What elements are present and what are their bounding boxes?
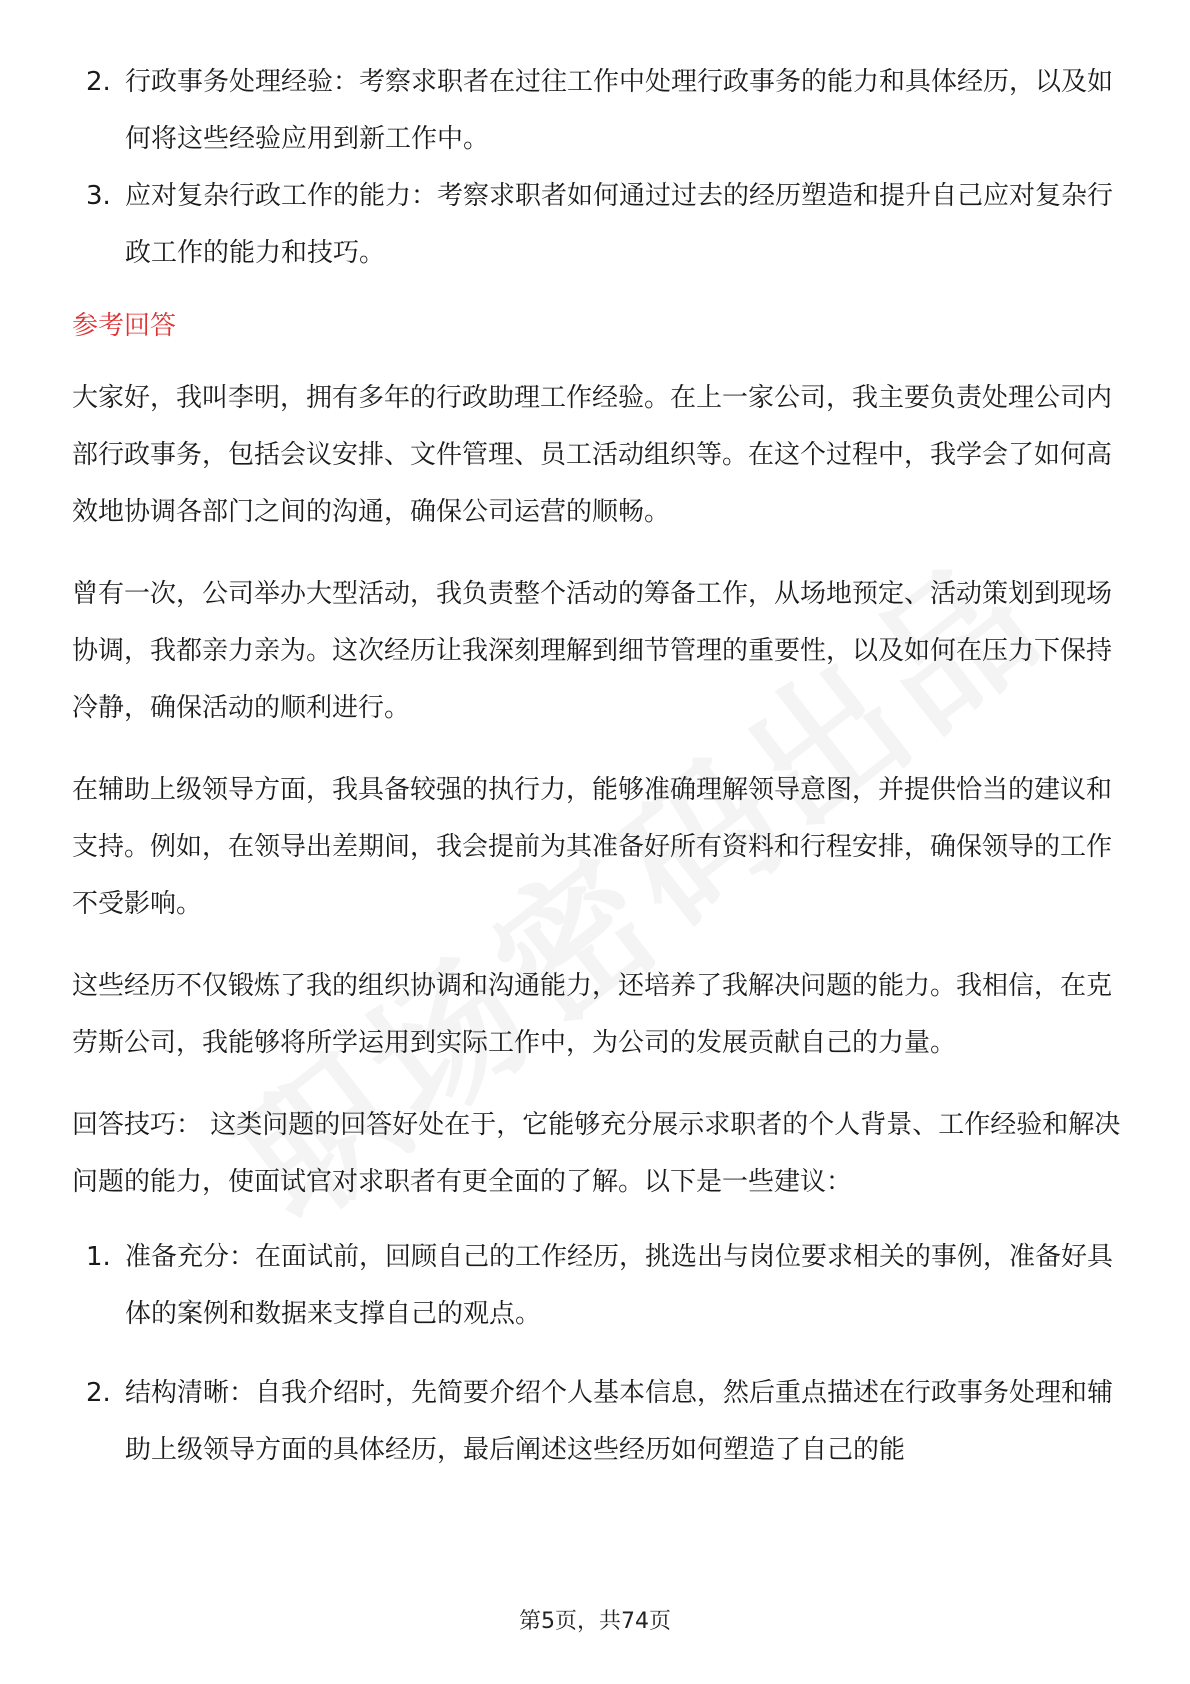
criteria-list bbox=[72, 54, 1122, 282]
paragraph: 回答技巧： 这类问题的回答好处在于，它能够充分展示求职者的个人背景、工作经验和解决问题的能力，使面试官对求职者有更全面的了解。以下是一些建议： bbox=[72, 1110, 1121, 1197]
list-item bbox=[72, 168, 1122, 282]
list-text: 应对复杂行政工作的能力：考察求职者如何通过过去的经历塑造和提升自己应对复杂行政工作的能力和技巧。 bbox=[125, 181, 1114, 268]
list-number: 1. bbox=[86, 1242, 111, 1272]
list-number: 3. bbox=[86, 181, 111, 211]
list-text: 行政事务处理经验：考察求职者在过往工作中处理行政事务的能力和具体经历，以及如何将这些经验应用到新工作中。 bbox=[125, 67, 1114, 154]
page-number: 第5页，共74页 bbox=[519, 1609, 671, 1634]
tips-list bbox=[72, 1229, 1122, 1479]
paragraph: 在辅助上级领导方面，我具备较强的执行力，能够准确理解领导意图，并提供恰当的建议和支持。例如，在领导出差期间，我会提前为其准备好所有资料和行程安排，确保领导的工作不受影响。 bbox=[72, 775, 1113, 919]
list-item bbox=[72, 1365, 1122, 1479]
list-item bbox=[72, 54, 1122, 168]
list-number: 2. bbox=[86, 67, 111, 97]
list-item bbox=[72, 1229, 1122, 1343]
section-heading: 参考回答 bbox=[72, 311, 177, 341]
list-text: 准备充分：在面试前，回顾自己的工作经历，挑选出与岗位要求相关的事例，准备好具体的案例和数据来支撑自己的观点。 bbox=[125, 1242, 1114, 1329]
page-content bbox=[72, 54, 1122, 1479]
paragraph: 曾有一次，公司举办大型活动，我负责整个活动的筹备工作，从场地预定、活动策划到现场协调，我都亲力亲为。这次经历让我深刻理解到细节管理的重要性，以及如何在压力下保持冷静，确保活动的顺利进行。 bbox=[72, 579, 1113, 723]
paragraph: 这些经历不仅锻炼了我的组织协调和沟通能力，还培养了我解决问题的能力。我相信，在克劳斯公司，我能够将所学运用到实际工作中，为公司的发展贡献自己的力量。 bbox=[72, 971, 1113, 1058]
paragraph: 大家好，我叫李明，拥有多年的行政助理工作经验。在上一家公司，我主要负责处理公司内部行政事务，包括会议安排、文件管理、员工活动组织等。在这个过程中，我学会了如何高效地协调各部门之间的沟通，确保公司运营的顺畅。 bbox=[72, 383, 1113, 527]
list-number: 2. bbox=[86, 1378, 111, 1408]
list-text: 结构清晰：自我介绍时，先简要介绍个人基本信息，然后重点描述在行政事务处理和辅助上级领导方面的具体经历，最后阐述这些经历如何塑造了自己的能 bbox=[125, 1378, 1114, 1465]
